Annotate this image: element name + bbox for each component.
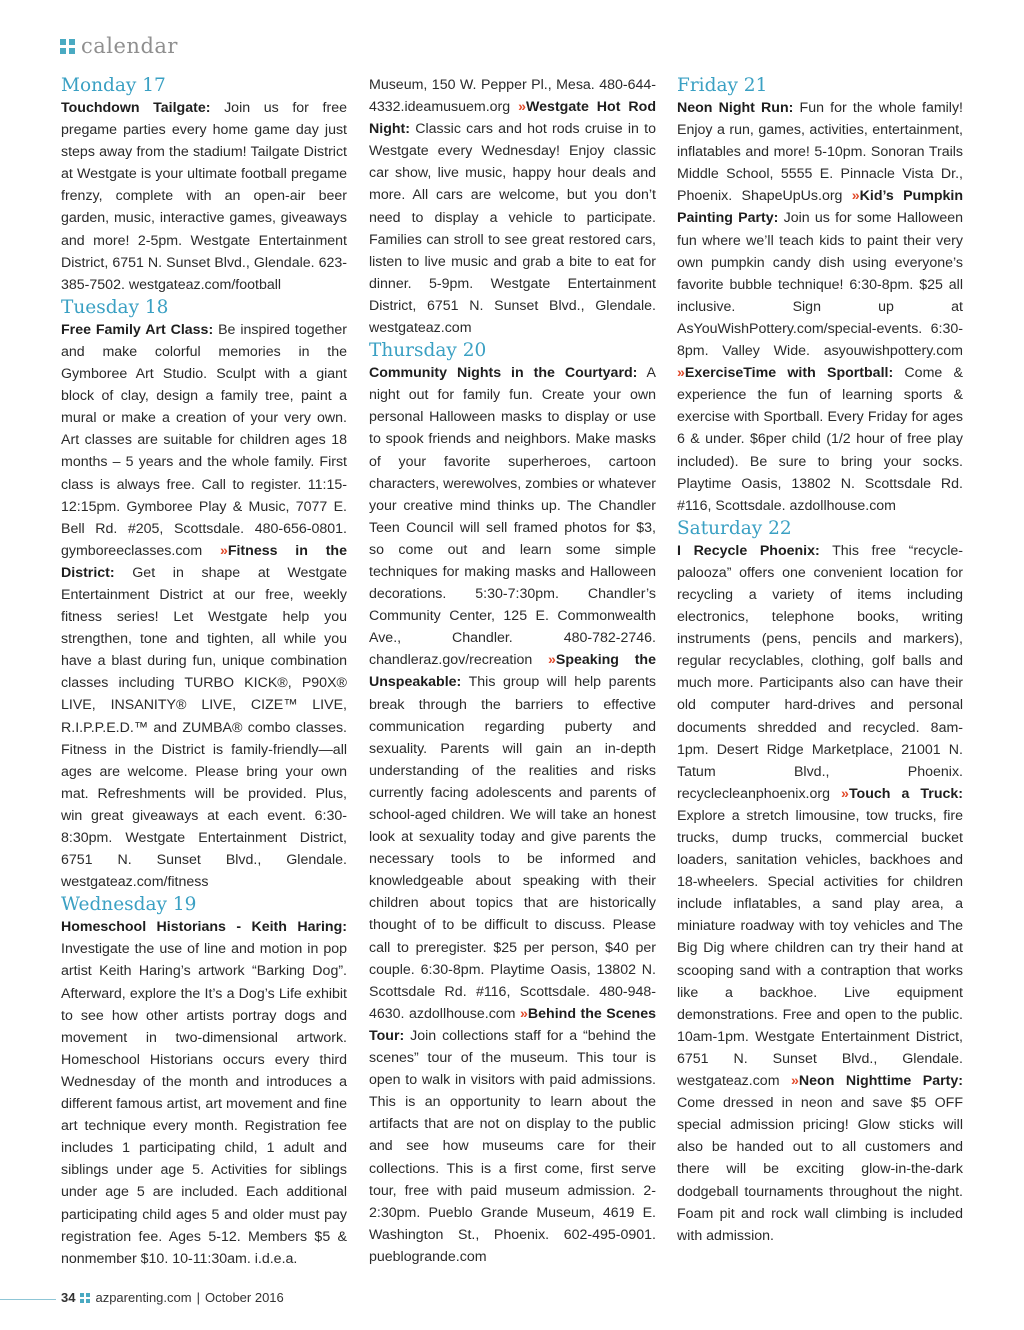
separator-icon: » (219, 542, 226, 559)
event-description: Be inspired together and make colorful memories in the Gymboree Art Studio. Sculpt with a giant block of clay, design a family tree, paint a mural or make a creation of your very own. Art classes are suitable for children ages 18 months – 5 years and the whole family. First class is always free. Call to register. 11:15-12:15pm. Gymboree Play & Music, 7077 E. Bell Rd. #205, Scottsdale. 480-656-0801. gymboreeclasses.com (61, 321, 347, 559)
event-title: Free Family Art Class: (61, 321, 214, 338)
event-description: This free “recycle-palooza” offers one convenient location for recycling a variety of items including electronics, telephone books, writing instruments (pens, pencils and markers), regular recyclables, clothing, golf balls and much more. Participants also can have their old computer hard-drives and personal documents shredded and recycled. 8am-1pm. Desert Ridge Marketplace, 21001 N. Tatum Blvd., Phoenix. recyclecleanphoenix.org (677, 542, 963, 802)
footer-rule (0, 1299, 56, 1300)
grid-dots-icon (80, 1293, 90, 1303)
day-heading-friday: Friday 21 (677, 75, 768, 96)
event-description: Classic cars and hot rods cruise in to Westgate every Wednesday! Enjoy classic car show, live music, happy hour deals and more. All cars are welcome, but you don’t need to display a vehicle to participate. Families can stroll to see great restored cars, listen to live music and grab a bite to eat for dinner. 5-9pm. Westgate Entertainment District, 6751 N. Sunset Blvd., Glendale. westgateaz.com (369, 121, 656, 337)
day-heading-thursday: Thursday 20 (369, 340, 487, 362)
footer-text (61, 1290, 284, 1305)
event-description: Fun for the whole family! Enjoy a run, games, activities, entertainment, inflatables and more! 5-10pm. Sonoran Trails Middle School, 5555 E. Pinnacle Vista Dr., Phoenix. ShapeUpUs.org (677, 100, 963, 205)
event-title: Behind the Scenes Tour: (369, 1005, 656, 1044)
column-3 (677, 74, 963, 1247)
page-footer (0, 1290, 1024, 1310)
section-header (60, 34, 178, 58)
grid-dots-icon (60, 39, 75, 54)
event-title: Touchdown Tailgate: (61, 100, 211, 116)
event-touchdown-tailgate (61, 97, 347, 296)
events-saturday (677, 540, 963, 1247)
page-number: 34 (61, 1290, 76, 1305)
event-homeschool-historians (61, 916, 347, 1270)
event-description: Join us for free pregame parties every home game day just steps away from the stadium! Tailgate District at Westgate is your ultimate football pregame frenzy, complete with an open-air beer garden, music, interactive games, giveaways and more! 2-5pm. Westgate Entertainment District, 6751 N. Sunset Blvd., Glendale. 623-385-7502. westgateaz.com/football (61, 100, 347, 293)
event-title: Speaking the Unspeakable: (369, 652, 656, 691)
section-title: calendar (81, 34, 178, 58)
event-description: Join collections staff for a “behind the scenes” tour of the museum. This tour is open to walk in visitors with paid admissions. This is an opportunity to learn about the artifacts that are not on display to the public and see how museums care for their collections. This is a first come, first serve tour, free with paid museum admission. 2-2:30pm. Pueblo Grande Museum, 4619 E. Washington St., Phoenix. 602-495-0901. pueblogrande.com (369, 1027, 656, 1265)
event-title: Community Nights in the Courtyard: (369, 365, 638, 382)
day-heading-monday: Monday 17 (61, 75, 166, 96)
separator-icon: » (677, 365, 683, 382)
event-title: Homeschool Historians - Keith Haring: (61, 919, 347, 936)
event-title: Neon Night Run: (677, 100, 794, 116)
event-description: Come dressed in neon and save $5 OFF special admission pricing! Glow sticks will also be handed out to all customers and there will be exciting glow-in-the-dark dodgeball tournaments throughout the night. Foam pit and rock wall climbing is included with admission. (677, 1095, 963, 1244)
footer-divider: | (196, 1290, 200, 1305)
event-title: Kid’s Pumpkin Painting Party: (677, 188, 963, 227)
events-wednesday-continued (369, 74, 656, 339)
event-description: A night out for family fun. Create your own personal Halloween masks to display or use to spook friends and neighbors. Make masks of your favorite superheroes, cartoon characters, werewolves, zombies or whatever your creative mind thinks up. The Chandler Teen Council will sell framed photos for $3, so come out and learn some simple techniques for making masks and Halloween decorations. 5:30-7:30pm. Chandler’s Community Center, 125 E. Commonwealth Ave., Chandler. 480-782-2746. chandleraz.gov/recreation (369, 365, 657, 669)
event-description: This group will help parents break through the barriers to effective communication regarding puberty and sexuality. Parents will gain an in-depth understanding of the realities and risks currently facing adolescents and parents of school-aged children. We will take an honest look at sexuality today and give parents the necessary tools to be informed and knowledgeable about speaking with their children about topics that are historically thought of to be difficult to discuss. Please call to preregister. $25 per person, $40 per couple. 6:30-8pm. Playtime Oasis, 13802 N. Scottsdale Rd. #116, Scottsdale. 480-948-4630. azdollhouse.com (369, 674, 656, 1022)
event-description: Investigate the use of line and motion in pop artist Keith Haring’s artwork “Barking Dog”. Afterward, explore the It’s a Dog’s Life exhibit to see how other artists portray dogs and movement in two-dimensional artwork. Homeschool Historians occurs every third Wednesday of the month and introduces a different famous artist, art movement and fine art technique every month. Registration fee includes 1 participating child, 1 adult and siblings under age 5. Activities for siblings under age 5 are included. Each additional participating child ages 5 and older must pay registration fee. Ages 5-12. Members $5 & nonmember $10. 10-11:30am. i.d.e.a. (61, 941, 347, 1267)
separator-icon: » (518, 99, 525, 116)
events-tuesday (61, 319, 347, 893)
day-heading-tuesday: Tuesday 18 (61, 296, 169, 318)
event-title: Touch a Truck: (848, 785, 963, 802)
footer-issue: October 2016 (204, 1290, 284, 1305)
column-2 (369, 74, 656, 1268)
event-title: I Recycle Phoenix: (677, 542, 820, 559)
column-1 (61, 74, 347, 1270)
event-description: Get in shape at Westgate Entertainment District at our free, weekly fitness series! Let Westgate help you strengthen, tone and tighten, all while you have a blast during fun, unique combination classes including TURBO KICK®, P90X® LIVE, INSANITY® LIVE, CIZE™ LIVE, R.I.P.P.E.D.™ and ZUMBA® combo classes. Fitness in the District is family-friendly—all ages are welcome. Please bring your own mat. Refreshments will be provided. Plus, win great giveaways at each event. 6:30-8:30pm. Westgate Entertainment District, 6751 N. Sunset Blvd., Glendale. westgateaz.com/fitness (61, 564, 347, 891)
day-heading-saturday: Saturday 22 (677, 517, 792, 539)
separator-icon: » (851, 188, 858, 205)
events-thursday (369, 362, 656, 1268)
separator-icon: » (841, 785, 847, 802)
separator-icon: » (791, 1073, 797, 1090)
separator-icon: » (548, 652, 554, 669)
events-friday (677, 97, 963, 517)
event-title: Westgate Hot Rod Night: (369, 99, 656, 138)
event-description: Join us for some Halloween fun where we’ll teach kids to paint their very own pumpkin candy dish using everyone’s favorite bubble technique! 6:30-8pm. $25 all inclusive. Sign up at AsYouWishPottery.com/special-events. 6:30-8pm. Valley Wide. asyouwishpottery.com (677, 210, 964, 360)
separator-icon: » (520, 1005, 526, 1022)
footer-site: azparenting.com (95, 1290, 192, 1305)
event-title: ExerciseTime with Sportball: (684, 365, 894, 382)
event-description: Explore a stretch limousine, tow trucks, fire trucks, dump trucks, commercial bucket loaders, sanitation vehicles, backhoes and 18-wheelers. Special activities for children include inflatables, a sand play area, a miniature roadway with toy vehicles and The Big Dig where children can try their hand at scooping sand with a contraption that works like a backhoe. Live equipment demonstrations. Free and open to the public. 10am-1pm. Westgate Entertainment District, 6751 N. Sunset Blvd., Glendale. westgateaz.com (677, 807, 963, 1090)
day-heading-wednesday: Wednesday 19 (61, 894, 197, 916)
event-description: Come & experience the fun of learning sports & exercise with Sportball. Every Friday for ages 6 & under. $6per child (1/2 hour of free play included). Be sure to bring your socks. Playtime Oasis, 13802 N. Scottsdale Rd. #116, Scottsdale. azdollhouse.com (677, 365, 963, 514)
event-title: Neon Nighttime Party: (798, 1073, 963, 1090)
event-title: Fitness in the District: (61, 542, 347, 581)
event-description: Museum, 150 W. Pepper Pl., Mesa. 480-644-4332.ideamusuem.org (369, 77, 656, 116)
